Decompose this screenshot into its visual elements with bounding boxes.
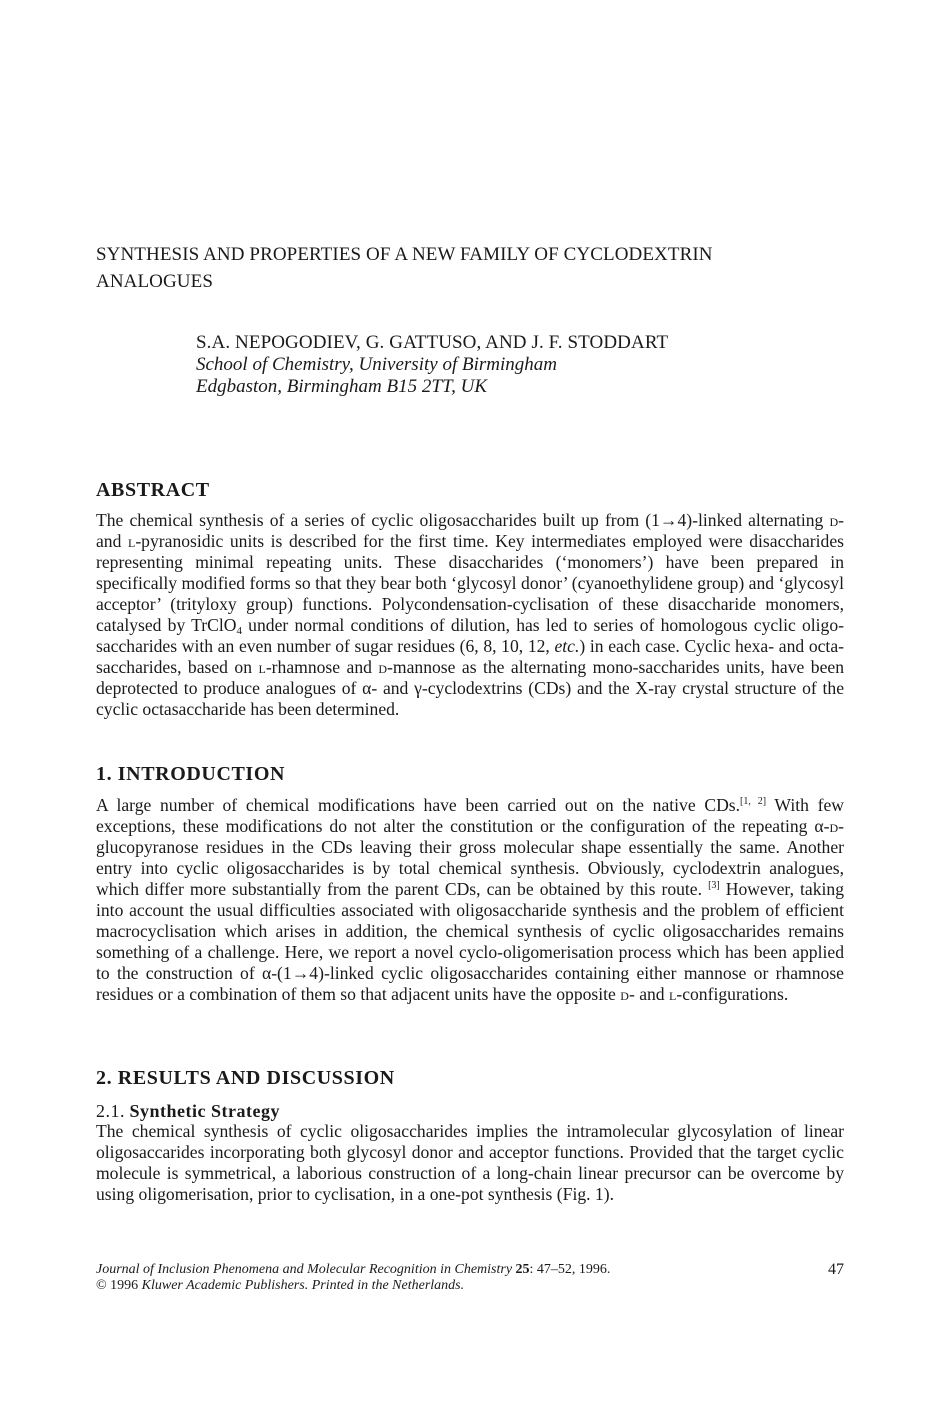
author-names: S.A. NEPOGODIEV, G. GATTUSO, AND J. F. STODDART xyxy=(196,332,669,353)
affiliation-line-1: School of Chemistry, University of Birmingham xyxy=(196,354,557,375)
page-number: 47 xyxy=(828,1261,844,1278)
copyright-line: © 1996 Kluwer Academic Publishers. Printed in the Netherlands. xyxy=(96,1278,465,1293)
citation-3[interactable]: [3] xyxy=(708,880,720,891)
introduction-heading: 1. INTRODUCTION xyxy=(96,763,286,785)
author-block xyxy=(196,332,836,398)
page-footer xyxy=(96,1262,844,1294)
affiliation-line-2: Edgbaston, Birmingham B15 2TT, UK xyxy=(196,376,488,397)
abstract-heading: ABSTRACT xyxy=(96,479,210,501)
journal-citation: Journal of Inclusion Phenomena and Molecular Recognition in Chemistry 25: 47–52, 1996. xyxy=(96,1262,611,1277)
subsection-title: Synthetic Strategy xyxy=(129,1101,280,1121)
paper-title xyxy=(96,241,836,295)
title-line-2: ANALOGUES xyxy=(96,271,214,292)
introduction-text: A large number of chemical modifications have been carried out on the native CDs.[1, 2] With few exceptions, these modifications do not alter the constitution or the configuration of the repeating α-d-glucopyranose residues in the CDs leaving their gross molecular shape essentially the same. Another entry into cyclic oligosaccharides is by total chemical synthesis. Obviously, cyclodextrin analogues, which differ more substantially from the parent CDs, can be obtained by this route. [3] However, taking into account the usual difficulties associated with oligosaccharide synthesis and the problem of efficient macrocyclisation which arises in addition, the chemical synthesis of cyclic oligosaccharides remains something of a challenge. Here, we report a novel cyclo-oligomerisation process which has been applied to the construction of α-(1→4)-linked cyclic oligosaccharides containing either mannose or rhamnose residues or a combination of them so that adjacent units have the opposite d- and l-configurations. xyxy=(96,795,845,1004)
abstract-text: The chemical synthesis of a series of cyclic oligosaccharides built up from (1→4)-linked alternating d- and l-pyranosidic units is described for the first time. Key intermediates employed were disaccharides representing minimal repeating units. These disaccharides (‘monomers’) have been prepared in specifically modified forms so that they bear both ‘glycosyl donor’ (cyanoethylidene group) and ‘glycosyl acceptor’ (trityloxy group) functions. Polycondensation-cyclisation of these disaccharide monomers, catalysed by TrClO$_4$ under normal conditions of dilution, has led to series of homologous cyclic oligo-saccharides with an even number of sugar residues (6, 8, 10, 12, etc.) in each case. Cyclic hexa- and octa-saccharides, based on l-rhamnose and d-mannose as the alternating mono-saccharides units, have been deprotected to produce analogues of α- and γ-cyclodextrins (CDs) and the X-ray crystal structure of the cyclic octasaccharide has been determined. xyxy=(96,510,845,719)
citation-1-2[interactable]: [1, 2] xyxy=(740,796,767,807)
title-line-1: SYNTHESIS AND PROPERTIES OF A NEW FAMILY OF CYCLODEXTRIN xyxy=(96,244,713,265)
results-text: The chemical synthesis of cyclic oligosaccharides implies the intramolecular glycosylation of linear oligosaccarides incorporating both glycosyl donor and acceptor functions. Provided that the target cyclic molecule is symmetrical, a laborious construction of a long-chain linear precursor can be overcome by using oligomerisation, prior to cyclisation, in a one-pot synthesis (Fig. 1). xyxy=(96,1121,844,1204)
results-heading: 2. RESULTS AND DISCUSSION xyxy=(96,1067,395,1089)
subsection-number: 2.1. xyxy=(96,1101,125,1121)
subsection-heading xyxy=(96,1100,280,1122)
